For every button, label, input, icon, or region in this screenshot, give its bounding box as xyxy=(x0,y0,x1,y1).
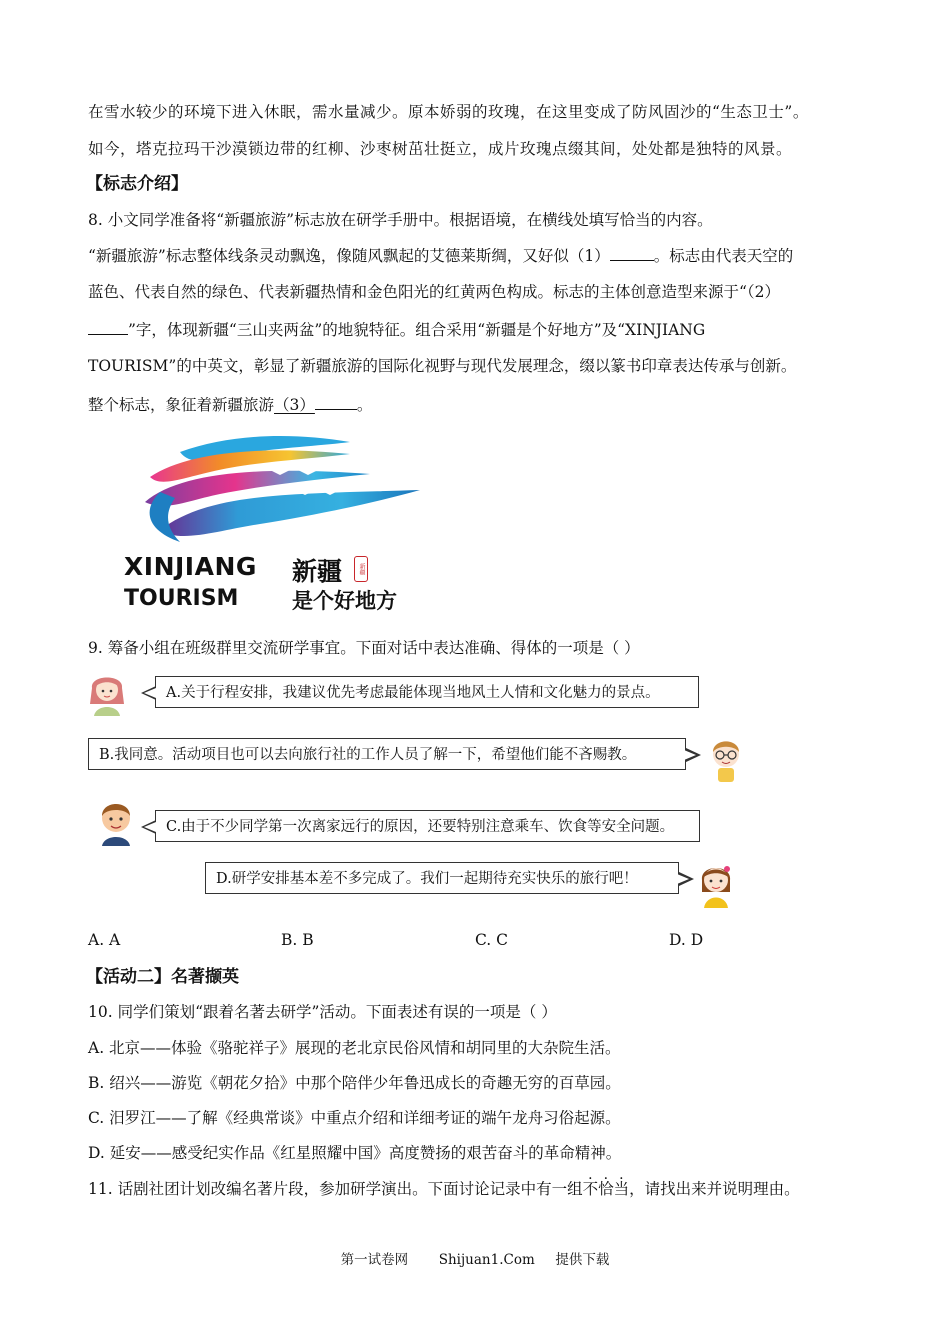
question-8-paragraph-line-1 xyxy=(88,244,793,267)
girl-avatar-icon xyxy=(88,668,126,716)
chat-bubble-d[interactable]: D.研学安排基本差不多完成了。我们一起期待充实快乐的旅行吧！ xyxy=(205,862,679,894)
blank-2[interactable] xyxy=(88,318,128,335)
question-9-stem: 9. 筹备小组在班级群里交流研学事宜。下面对话中表达准确、得体的一项是（ ） xyxy=(88,639,640,657)
bubble-a-tail-inner xyxy=(144,688,156,698)
xinjiang-tourism-logo xyxy=(120,432,440,617)
intro-line-1: 在雪水较少的环境下进入休眠，需水量减少。原本娇弱的玫瑰，在这里变成了防风固沙的“生态卫士”。 xyxy=(88,103,809,121)
logo-english-line-1: XINJIANG xyxy=(124,552,257,581)
question-10-stem: 10. 同学们策划“跟着名著去研学”活动。下面表述有误的一项是（ ） xyxy=(88,1003,557,1021)
blank-3-label: （3） xyxy=(274,396,315,414)
question-8-paragraph-line-2: 蓝色、代表自然的绿色、代表新疆热情和金色阳光的红黄两色构成。标志的主体创意造型来源于“（2） xyxy=(88,283,781,301)
text-span: ，请找出来并说明理由。 xyxy=(629,1180,800,1198)
q10-option-d[interactable]: D. 延安——感受纪实作品《红星照耀中国》高度赞扬的艰苦奋斗的革命精神。 xyxy=(88,1144,622,1162)
footer-download-text: 提供下载 xyxy=(555,1252,610,1268)
q9-option-d[interactable]: D. D xyxy=(669,931,704,949)
girl-yellow-avatar-icon xyxy=(696,860,736,908)
q10-option-b[interactable]: B. 绍兴——游览《朝花夕拾》中那个陪伴少年鲁迅成长的奇趣无穷的百草园。 xyxy=(88,1074,621,1092)
chat-bubble-a[interactable]: A.关于行程安排，我建议优先考虑最能体现当地风土人情和文化魅力的景点。 xyxy=(155,676,699,708)
logo-ribbon-graphic xyxy=(120,432,440,552)
seal-text: 新疆 xyxy=(358,563,365,575)
text-span: 。标志由代表天空的 xyxy=(653,247,794,265)
bubble-d-tail-inner xyxy=(677,874,689,884)
blank-1[interactable] xyxy=(610,244,654,261)
emphasis-char: 恰 xyxy=(598,1180,614,1198)
q10-option-c[interactable]: C. 汨罗江——了解《经典常谈》中重点介绍和详细考证的端午龙舟习俗起源。 xyxy=(88,1109,621,1127)
boy-avatar-icon xyxy=(96,798,136,846)
emphasis-char: 不 xyxy=(582,1180,599,1198)
logo-chinese-line-1: 新疆 xyxy=(292,557,343,586)
q9-option-c[interactable]: C. C xyxy=(475,931,509,949)
text-span: 11. 话剧社团计划改编名著片段，参加研学演出。下面讨论记录中有一组 xyxy=(88,1180,583,1198)
text-span: 。 xyxy=(356,396,373,414)
emphasis-char: 当 xyxy=(613,1180,630,1198)
question-8-paragraph-line-5 xyxy=(88,393,372,416)
page-footer xyxy=(0,1248,950,1268)
footer-domain-link[interactable]: Shijuan1.Com xyxy=(438,1252,535,1268)
question-8-paragraph-line-3 xyxy=(88,318,705,341)
intro-line-2: 如今，塔克拉玛干沙漠锁边带的红柳、沙枣树茁壮挺立，成片玫瑰点缀其间，处处都是独特的风景。 xyxy=(88,140,793,158)
section-heading-books: 【活动二】名著撷英 xyxy=(86,967,239,987)
bubble-c-tail-inner xyxy=(144,822,156,832)
text-span: 整个标志，象征着新疆旅游 xyxy=(88,396,275,414)
chat-bubble-b[interactable]: B.我同意。活动项目也可以去向旅行社的工作人员了解一下，希望他们能不吝赐教。 xyxy=(88,738,686,770)
boy-glasses-avatar-icon xyxy=(706,736,746,782)
question-8-paragraph-line-4: TOURISM”的中英文，彰显了新疆旅游的国际化视野与现代发展理念，缀以篆书印章表达传承与创新。 xyxy=(88,357,797,375)
text-span: “新疆旅游”标志整体线条灵动飘逸，像随风飘起的艾德莱斯绸，又好似（1） xyxy=(88,247,610,265)
question-8-stem: 8. 小文同学准备将“新疆旅游”标志放在研学手册中。根据语境，在横线处填写恰当的内容。 xyxy=(88,211,713,229)
question-11-stem xyxy=(88,1178,800,1200)
q10-option-a[interactable]: A. 北京——体验《骆驼祥子》展现的老北京民俗风情和胡同里的大杂院生活。 xyxy=(88,1039,621,1057)
footer-site-name: 第一试卷网 xyxy=(340,1252,409,1268)
section-heading-logo: 【标志介绍】 xyxy=(86,174,188,194)
logo-chinese-line-2: 是个好地方 xyxy=(292,589,397,613)
logo-seal-stamp xyxy=(354,556,368,582)
chat-bubble-c[interactable]: C.由于不少同学第一次离家远行的原因，还要特别注意乘车、饮食等安全问题。 xyxy=(155,810,700,842)
blank-3[interactable] xyxy=(315,393,357,410)
q9-option-a[interactable]: A. A xyxy=(88,931,121,949)
logo-english-line-2: TOURISM xyxy=(124,586,239,611)
q9-option-b[interactable]: B. B xyxy=(281,931,314,949)
bubble-b-tail-inner xyxy=(684,750,696,760)
text-span: ”字，体现新疆“三山夹两盆”的地貌特征。组合采用“新疆是个好地方”及“XINJIANG xyxy=(128,321,706,339)
